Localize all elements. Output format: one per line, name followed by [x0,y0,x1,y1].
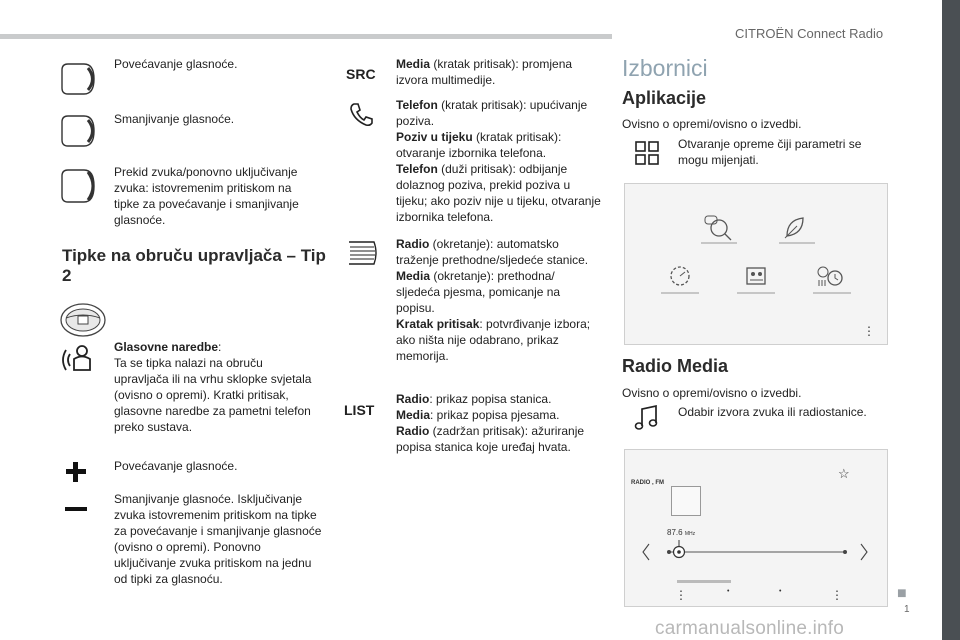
list-text [396,391,596,455]
phone-icon [348,100,376,128]
section-heading-wheel-type2: Tipke na obruču upravljača – Tip 2 [62,246,326,285]
apps-connected-services-icon[interactable] [701,212,737,244]
src-label: SRC [346,66,376,82]
apps-text: Otvaranje opreme čiji parametri se mogu mijenjati. [678,137,862,167]
list-desc-1: : prikaz popisa stanica. [429,392,552,406]
next-station-icon [861,544,867,560]
wheel-desc-3: : potvrđivanje izbora; ako ništa nije odabrano, prikaz memorija. [396,317,591,363]
list-bold-3: Radio [396,424,430,438]
prev-station-icon [643,544,649,560]
radio-screen [624,449,888,607]
voice-text [114,339,314,435]
list-label: LIST [344,402,375,418]
apps-eco-leaf-icon[interactable] [775,212,815,244]
phone-bold-1: Telefon [396,98,438,112]
list-desc-3: (zadržan pritisak): ažuriranje popisa stanica koje uređaj hvata. [396,424,585,454]
source-indicator-bar [677,580,731,583]
frequency-unit: MHz [684,531,696,537]
list-desc-2: : prikaz popisa pjesama. [430,408,560,422]
wheel-desc-2: (okretanje): prethodna/ sljedeća pjesma, pomicanje na popisu. [396,269,561,315]
steering-volume-down-icon [58,112,104,150]
page-marker: ■ [897,585,907,602]
wheel-desc-1: (okretanje): automatsko traženje prethodne/sljedeće stanice. [396,237,589,267]
radio-menu-button-1[interactable]: ⋮ [675,588,687,602]
radio-band-label: RADIO , FM [631,480,664,486]
radio-menu-button-2[interactable]: ⋮ [831,588,843,602]
src-desc: (kratak pritisak): promjena izvora multimedije. [396,57,573,87]
minus-icon [64,506,88,514]
apps-settings-gauge-icon[interactable] [661,262,699,294]
voice-title: Glasovne naredbe [114,340,219,354]
side-bar [942,0,960,640]
phone-text [396,97,601,225]
list-bold-2: Media [396,408,431,422]
frequency-slider[interactable] [639,538,875,568]
radio-page-dot-2: • [779,588,782,595]
radio-media-heading: Radio Media [622,356,729,376]
frequency-readout [667,528,695,537]
wheel-bold-3: Kratak pritisak [396,317,480,331]
voice-command-icon [62,340,96,374]
apps-subtitle: Ovisno o opremi/ovisno o izvedbi. [622,117,802,131]
vol-down-text: Smanjivanje glasnoće. [114,112,235,126]
phone-bold-2: Poziv u tijeku [396,130,473,144]
phone-desc-2: (kratak pritisak): otvaranje izbornika telefona. [396,130,562,160]
steering-wheel-icon [58,302,108,338]
apps-grid-icon [634,140,660,166]
list-bold-1: Radio [396,392,430,406]
apps-more-button[interactable]: ⋮ [863,324,875,338]
plus-icon [64,460,88,484]
station-artwork [671,486,701,516]
phone-bold-3: Telefon [396,162,438,176]
page-header-title: CITROËN Connect Radio [735,26,884,41]
plus-text: Povećavanje glasnoće. [114,459,238,473]
page-number: 1 [904,604,910,615]
apps-contacts-icon[interactable] [737,262,775,294]
src-bold: Media [396,57,431,71]
apps-screen [624,183,888,345]
voice-colon: : [218,340,222,354]
voice-description: Ta se tipka nalazi na obruču upravljača ili na vrhu sklopke svjetala (ovisno o opremi). Kratki pritisak, glasovne naredbe za pametni telefon preko sustava. [114,356,312,434]
thumbwheel-icon [346,238,380,268]
wheel-text [396,236,602,364]
minus-text: Smanjivanje glasnoće. Isključivanje zvuka istovremenim pritiskom na tipke za povećavanje i smanjivanje glasnoće (ovisno o opremi). Ponovno uključivanje zvuka pritiskom na jednu od tipki za glasnoću. [114,492,322,586]
apps-climate-timer-icon[interactable] [811,262,851,294]
steering-volume-up-icon [58,60,104,98]
wheel-bold-2: Media [396,269,431,283]
src-text [396,56,596,88]
radio-page-dot-1: • [727,588,730,595]
music-note-icon [634,404,660,432]
apps-heading: Aplikacije [622,88,707,108]
favorite-star-button[interactable]: ☆ [838,466,850,481]
steering-mute-icon [58,166,104,206]
radio-text: Odabir izvora zvuka ili radiostanice. [678,405,867,419]
frequency-value: 87.6 [667,528,683,537]
watermark: carmanualsonline.info [655,618,845,639]
menus-title: Izbornici [622,55,708,81]
radio-subtitle: Ovisno o opremi/ovisno o izvedbi. [622,386,802,400]
wheel-bold-1: Radio [396,237,430,251]
phone-desc-1: (kratak pritisak): upućivanje poziva. [396,98,588,128]
vol-up-text: Povećavanje glasnoće. [114,57,238,71]
top-rule [0,34,612,39]
mute-text: Prekid zvuka/ponovno uključivanje zvuka: istovremenim pritiskom na tipke za povećavanje i smanjivanje glasnoće. [114,165,299,227]
phone-desc-3: (duži pritisak): odbijanje dolaznog poziva, prekid poziva u tijeku; ako poziv nije u tijeku, otvaranje izbornika telefona. [396,162,601,224]
